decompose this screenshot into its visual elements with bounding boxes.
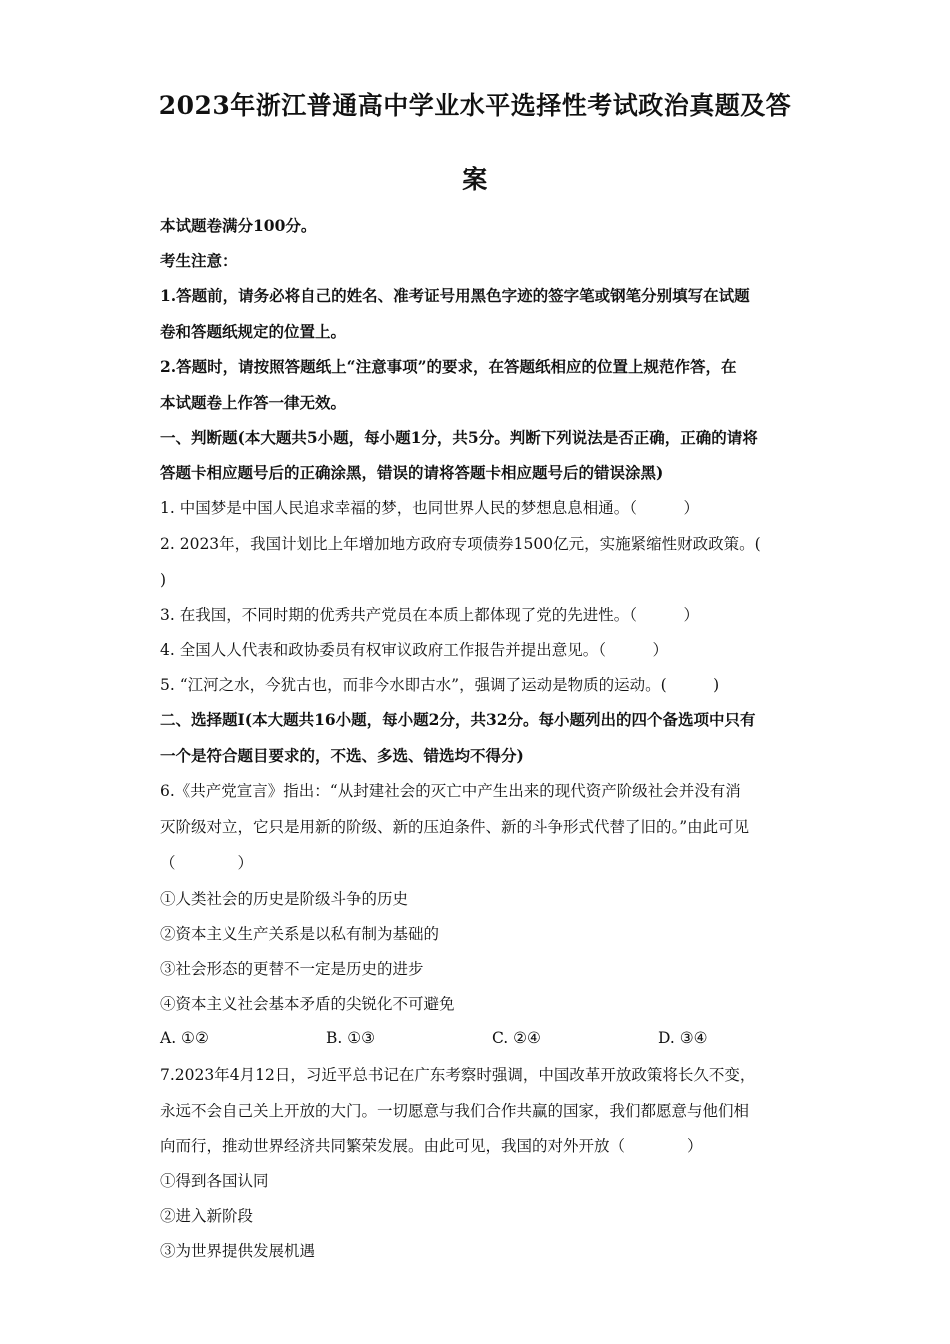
question-5: 5. “江河之水，今犹古也，而非今水即古水”，强调了运动是物质的运动。( ): [160, 676, 720, 694]
section2-heading-a: 二、选择题Ⅰ(本大题共16小题，每小题2分，共32分。每小题列出的四个备选项中只有: [160, 710, 756, 729]
question-7-stem-b: 永远不会自己关上开放的大门。一切愿意与我们合作共赢的国家，我们都愿意与他们相: [160, 1102, 750, 1120]
section1-heading-b: 答题卡相应题号后的正确涂黑，错误的请将答题卡相应题号后的错误涂黑): [160, 463, 664, 482]
question-6-item-3: ③社会形态的更替不一定是历史的进步: [160, 960, 424, 978]
option-a: A. ①②: [160, 1029, 209, 1047]
question-7-stem-c: 向而行，推动世界经济共同繁荣发展。由此可见，我国的对外开放（ ）: [160, 1137, 703, 1155]
question-6-stem-c: （ ）: [160, 854, 254, 872]
question-6-stem-b: 灭阶级对立，它只是用新的阶级、新的压迫条件、新的斗争形式代替了旧的。”由此可见: [160, 818, 750, 836]
question-4: 4. 全国人人代表和政协委员有权审议政府工作报告并提出意见。（ ）: [160, 641, 668, 659]
question-1: 1. 中国梦是中国人民追求幸福的梦，也同世界人民的梦想息息相通。（ ）: [160, 499, 699, 517]
question-6-item-1: ①人类社会的历史是阶级斗争的历史: [160, 890, 409, 908]
full-score-text: 本试题卷满分100分。: [160, 216, 317, 235]
document-title-line2: 案: [462, 165, 488, 194]
note1-line-a: 1.答题前，请务必将自己的姓名、准考证号用黑色字迹的签字笔或钢笔分别填写在试题: [160, 286, 750, 305]
notice-heading: 考生注意：: [160, 251, 238, 270]
question-7-item-2: ②进入新阶段: [160, 1207, 254, 1225]
note2-line-a: 2.答题时，请按照答题纸上“注意事项”的要求，在答题纸相应的位置上规范作答，在: [160, 357, 737, 376]
question-2-line-b: ): [160, 571, 167, 589]
question-7-item-3: ③为世界提供发展机遇: [160, 1242, 316, 1260]
question-7-stem-a: 7.2023年4月12日，习近平总书记在广东考察时强调，中国改革开放政策将长久不变，: [160, 1066, 756, 1084]
option-b: B. ①③: [326, 1029, 376, 1047]
question-6-item-2: ②资本主义生产关系是以私有制为基础的: [160, 925, 440, 943]
note2-line-b: 本试题卷上作答一律无效。: [160, 393, 347, 412]
section1-heading-a: 一、判断题(本大题共5小题，每小题1分，共5分。判断下列说法是否正确，正确的请将: [160, 428, 758, 447]
question-6-item-4: ④资本主义社会基本矛盾的尖锐化不可避免: [160, 995, 455, 1013]
note1-line-b: 卷和答题纸规定的位置上。: [160, 322, 347, 341]
section2-heading-b: 一个是符合题目要求的，不选、多选、错选均不得分): [160, 746, 524, 765]
option-c: C. ②④: [492, 1029, 541, 1047]
question-7-item-1: ①得到各国认同: [160, 1172, 269, 1190]
question-6-stem-a: 6.《共产党宣言》指出：“从封建社会的灭亡中产生出来的现代资产阶级社会并没有消: [160, 782, 741, 800]
question-2-line-a: 2. 2023年，我国计划比上年增加地方政府专项债券1500亿元，实施紧缩性财政政策。(: [160, 535, 761, 553]
document-title-line1: 2023年浙江普通高中学业水平选择性考试政治真题及答: [158, 91, 792, 120]
question-3: 3. 在我国，不同时期的优秀共产党员在本质上都体现了党的先进性。（ ）: [160, 606, 699, 624]
option-d: D. ③④: [658, 1029, 708, 1047]
